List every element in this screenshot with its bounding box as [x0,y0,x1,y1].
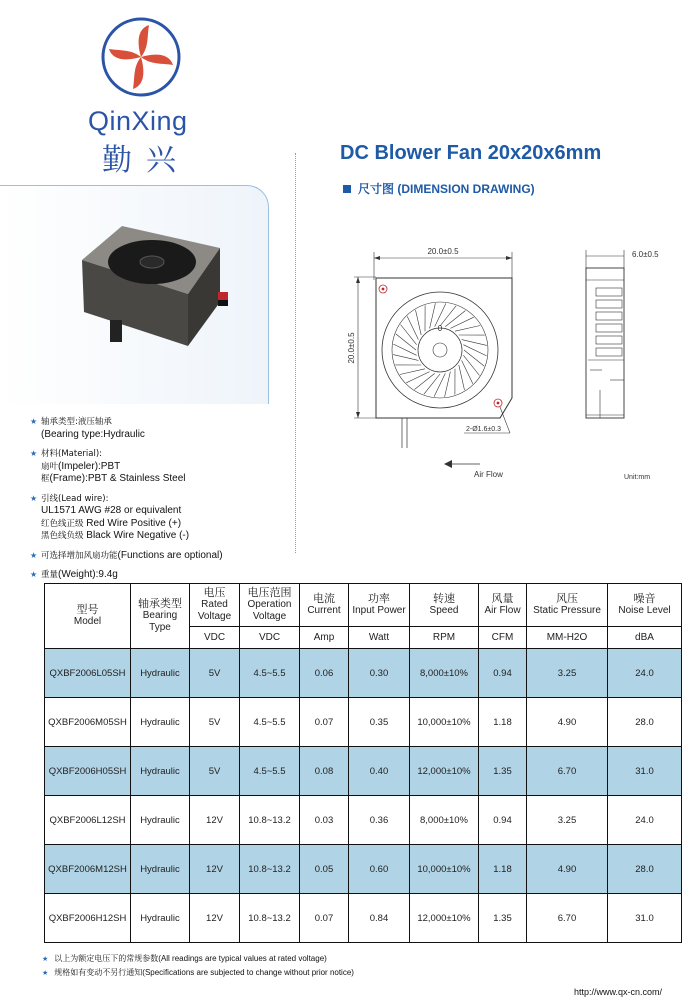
material-label: 材料(Material): [41,449,103,459]
table-cell: 0.94 [479,649,527,698]
unit-cell: Watt [349,627,410,649]
table-cell: 12,000±10% [410,747,479,796]
footnotes [42,952,354,980]
star-bullet-icon: ★ [30,570,38,579]
website-link[interactable]: http://www.qx-cn.com/ [574,987,663,997]
table-cell: QXBF2006L12SH [45,796,131,845]
footnote: ★ 规格如有变动不另行通知(Specifications are subjected to change without prior notice) [42,968,354,977]
functions-label-cn: 可选择增加风扇功能 [41,550,118,561]
dimension-drawing [340,240,680,480]
table-row [45,698,682,747]
list-item [30,493,295,543]
functions-label-en: (Functions are optional) [117,549,223,561]
hole-dimension: 2-Ø1.6±0.3 [466,426,501,433]
table-cell: 4.5~5.5 [240,747,300,796]
table-cell: 4.90 [527,845,608,894]
table-cell: 0.30 [349,649,410,698]
table-cell: 0.40 [349,747,410,796]
page-title: DC Blower Fan 20x20x6mm [340,142,602,164]
table-cell: 28.0 [608,698,682,747]
table-cell: 5V [190,649,240,698]
col-header-model: 型号 Model [45,584,131,649]
table-cell: 0.05 [300,845,349,894]
table-cell: 1.35 [479,747,527,796]
col-header-air-flow: 风量 Air Flow [479,584,527,627]
table-row [45,649,682,698]
table-row [45,845,682,894]
table-cell: 0.84 [349,894,410,943]
feature-list [30,416,295,589]
unit-cell: MM-H2O [527,627,608,649]
table-cell: 5V [190,698,240,747]
center-mark: 0 [437,324,443,333]
depth-dimension: 6.0±0.5 [632,250,659,259]
table-cell: 0.06 [300,649,349,698]
weight-label-cn: 重量 [41,570,59,580]
table-cell: 1.18 [479,845,527,894]
list-item [30,416,295,441]
lead-wire-label: 引线(Lead wire): [41,493,109,504]
table-cell: 6.70 [527,894,608,943]
table-cell: Hydraulic [131,796,190,845]
table-cell: 0.36 [349,796,410,845]
table-cell: 0.08 [300,747,349,796]
table-cell: 10,000±10% [410,698,479,747]
table-cell: 12V [190,845,240,894]
footnote: ★ 以上为额定电压下的常规参数(All readings are typical values at rated voltage) [42,954,327,963]
table-cell: 31.0 [608,747,682,796]
table-cell: 4.90 [527,698,608,747]
air-flow-label: Air Flow [474,470,503,479]
table-cell: 4.5~5.5 [240,649,300,698]
star-bullet-icon: ★ [30,493,38,503]
bearing-label-cn: 轴承类型:液压轴承 [41,417,112,427]
col-header-operation-voltage: 电压范围 Operation Voltage [240,584,300,627]
product-photo [70,220,230,360]
star-bullet-icon: ★ [30,550,38,560]
height-dimension: 20.0±0.5 [347,332,356,364]
table-cell: 12,000±10% [410,894,479,943]
brand-name-cn: 勤兴 [102,143,190,178]
table-cell: Hydraulic [131,845,190,894]
star-bullet-icon: ★ [42,956,49,963]
unit-cell: VDC [190,627,240,649]
table-cell: 1.35 [479,894,527,943]
frame-label-cn: 框 [41,474,50,484]
square-bullet-icon [343,185,351,193]
bearing-label-en: (Bearing type:Hydraulic [41,428,145,440]
table-cell: 12V [190,894,240,943]
impeller-label-en: (Impeler):PBT [58,460,121,472]
table-cell: 24.0 [608,649,682,698]
table-cell: QXBF2006H05SH [45,747,131,796]
table-cell: 8,000±10% [410,796,479,845]
table-cell: 24.0 [608,796,682,845]
table-cell: 10,000±10% [410,845,479,894]
table-cell: 1.18 [479,698,527,747]
table-cell: 0.94 [479,796,527,845]
table-cell: QXBF2006M05SH [45,698,131,747]
table-cell: 28.0 [608,845,682,894]
table-cell: 3.25 [527,796,608,845]
unit-cell: VDC [240,627,300,649]
spec-table [44,583,682,943]
col-header-speed: 转速 Speed [410,584,479,627]
table-cell: 10.8~13.2 [240,894,300,943]
table-cell: 10.8~13.2 [240,796,300,845]
table-cell: QXBF2006H12SH [45,894,131,943]
unit-cell: dBA [608,627,682,649]
table-cell: Hydraulic [131,649,190,698]
list-item [30,550,295,563]
table-cell: 0.60 [349,845,410,894]
impeller-label-cn: 扇叶 [41,461,59,472]
unit-cell: Amp [300,627,349,649]
table-cell: 0.07 [300,698,349,747]
table-cell: 0.35 [349,698,410,747]
lead-wire-spec: UL1571 AWG #28 or equivalent [41,505,182,516]
table-cell: QXBF2006L05SH [45,649,131,698]
col-header-input-power: 功率 Input Power [349,584,410,627]
col-header-noise-level: 噪音 Noise Level [608,584,682,627]
table-cell: 3.25 [527,649,608,698]
col-header-rated-voltage: 电压 Rated Voltage [190,584,240,627]
list-item [30,448,295,486]
unit-cell: RPM [410,627,479,649]
table-cell: 8,000±10% [410,649,479,698]
table-cell: 10.8~13.2 [240,845,300,894]
section-heading [343,180,535,197]
table-cell: 31.0 [608,894,682,943]
frame-label-en: (Frame):PBT & Stainless Steel [49,473,186,484]
width-dimension: 20.0±0.5 [427,247,459,256]
table-cell: 12V [190,796,240,845]
star-bullet-icon: ★ [30,417,38,426]
col-header-current: 电流 Current [300,584,349,627]
black-wire-label-en: Black Wire Negative (-) [83,530,190,541]
red-wire-label-en: Red Wire Positive (+) [83,517,182,529]
col-header-static-pressure: 风压 Static Pressure [527,584,608,627]
red-wire-label-cn: 红色线正级 [41,518,84,529]
table-cell: 0.03 [300,796,349,845]
unit-cell: CFM [479,627,527,649]
table-cell: Hydraulic [131,747,190,796]
col-header-bearing: 轴承类型 Bearing Type [131,584,190,649]
divider [295,153,296,553]
table-cell: 6.70 [527,747,608,796]
table-cell: Hydraulic [131,894,190,943]
black-wire-label-cn: 黑色线负级 [41,531,84,541]
table-row [45,894,682,943]
unit-label: Unit:mm [624,474,651,481]
list-item [30,569,295,582]
table-row [45,796,682,845]
brand-name: QinXing [88,106,188,136]
star-bullet-icon: ★ [30,449,38,458]
section-heading-text: 尺寸图 (DIMENSION DRAWING) [358,182,535,196]
qinxing-logo [99,15,183,99]
weight-label-en: (Weight):9.4g [58,569,118,580]
table-row [45,747,682,796]
table-cell: Hydraulic [131,698,190,747]
table-cell: 0.07 [300,894,349,943]
table-cell: 4.5~5.5 [240,698,300,747]
table-cell: 5V [190,747,240,796]
star-bullet-icon: ★ [42,970,49,977]
table-cell: QXBF2006M12SH [45,845,131,894]
